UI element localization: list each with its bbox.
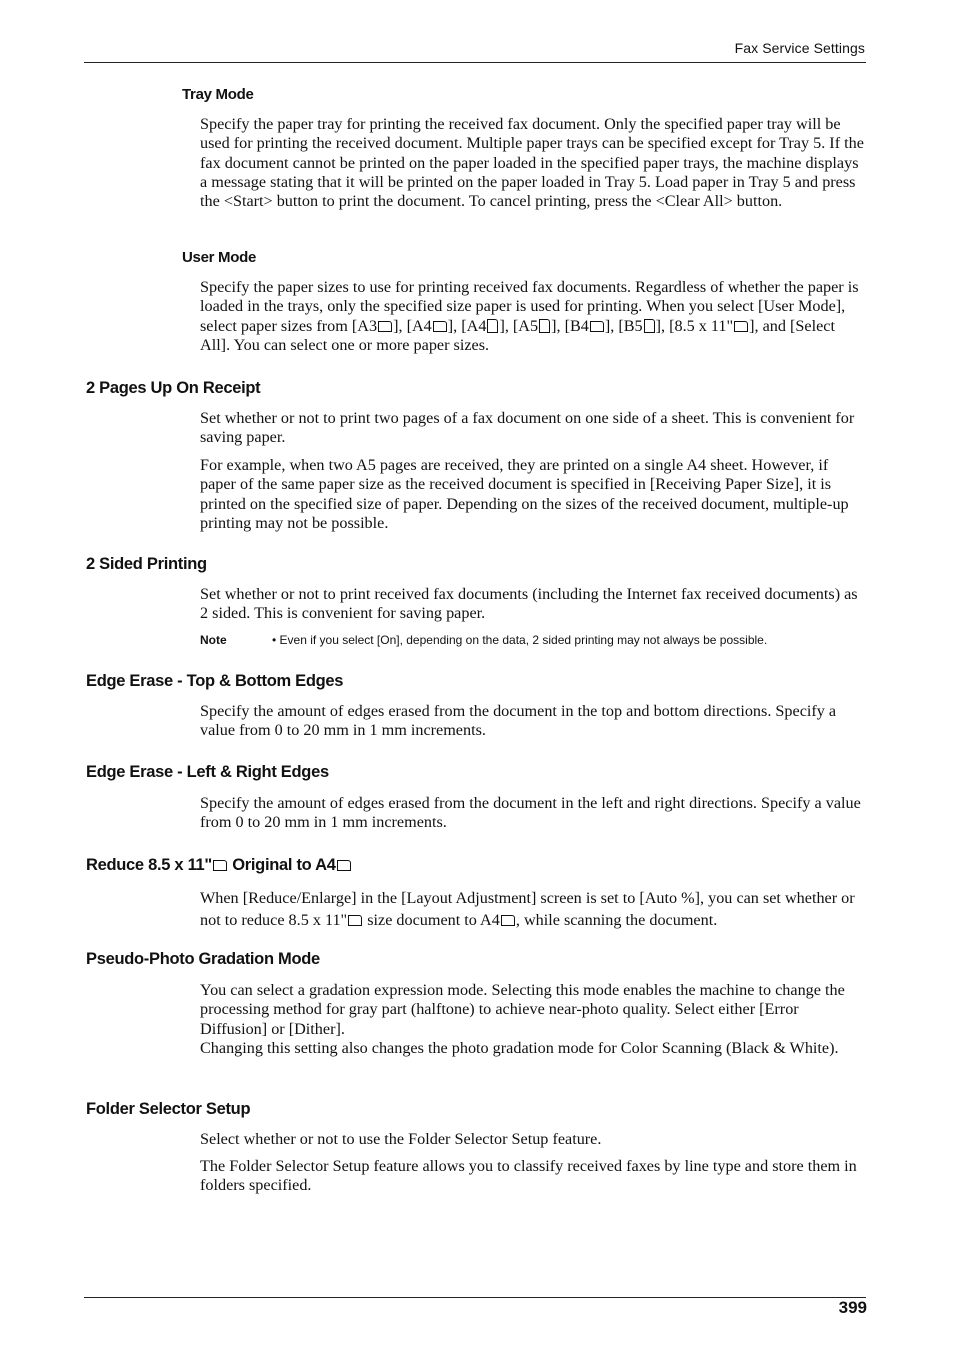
- pseudo-photo-text-2: Changing this setting also changes the photo gradation mode for Color Scanning (Black & White).: [200, 1039, 839, 1057]
- heading-2-sided-printing: 2 Sided Printing: [86, 555, 207, 573]
- heading-user-mode: User Mode: [182, 249, 256, 266]
- landscape-orientation-icon: [337, 860, 351, 871]
- heading-edge-erase-left-right: Edge Erase - Left & Right Edges: [86, 763, 329, 781]
- landscape-orientation-icon: [348, 915, 362, 926]
- portrait-orientation-icon: [539, 319, 550, 333]
- landscape-orientation-icon: [213, 860, 227, 871]
- portrait-orientation-icon: [644, 319, 655, 333]
- heading-folder-selector: Folder Selector Setup: [86, 1100, 251, 1118]
- heading-pseudo-photo: Pseudo-Photo Gradation Mode: [86, 950, 320, 968]
- two-pages-up-text-1: Set whether or not to print two pages of a fax document on one side of a sheet. This is convenient for saving paper.: [200, 409, 855, 447]
- edge-erase-left-right-text: Specify the amount of edges erased from the document in the left and right directions. Specify a value from 0 to 20 mm in 1 mm increments.: [200, 794, 861, 832]
- note-text: • Even if you select [On], depending on the data, 2 sided printing may not always be possible.: [272, 633, 768, 647]
- tray-mode-text: Specify the paper tray for printing the received fax document. Only the specified paper tray will be used for printing the received document. Multiple paper trays can be specified except for Tray 5. If the fax document cannot be printed on the paper loaded in the specified paper trays, the machine displays a message stating that it will be printed on the paper loaded in Tray 5. Load paper in Tray 5 and press the <Start> button to print the document. To cancel printing, press the <Clear All> button.: [200, 115, 864, 211]
- landscape-orientation-icon: [433, 321, 447, 332]
- reduce-original-text: When [Reduce/Enlarge] in the [Layout Adjustment] screen is set to [Auto %], you can set whether or not to reduce 8.5 x 11" size document to A4 , while scanning the document.: [200, 889, 855, 929]
- user-mode-text: Specify the paper sizes to use for printing received fax documents. Regardless of whether the paper is loaded in the trays, only the specified size paper is used for printing. When you select [User Mode], select paper sizes from [A3 ], [A4 ], [A4 ], [A5 ], [B4 ], [B5 ], [8.5 x 11" ], and [Select All]. You can select one or more paper sizes.: [200, 278, 859, 354]
- heading-edge-erase-top-bottom: Edge Erase - Top & Bottom Edges: [86, 672, 344, 690]
- folder-selector-text-2: The Folder Selector Setup feature allows you to classify received faxes by line type and store them in folders specified.: [200, 1157, 857, 1195]
- note-label: Note: [200, 633, 227, 647]
- landscape-orientation-icon: [590, 321, 604, 332]
- heading-tray-mode: Tray Mode: [182, 86, 254, 103]
- portrait-orientation-icon: [487, 319, 498, 333]
- edge-erase-top-bottom-text: Specify the amount of edges erased from the document in the top and bottom directions. Specify a value from 0 to 20 mm in 1 mm increments.: [200, 702, 837, 740]
- header-rule: [84, 62, 866, 63]
- page-number: 399: [838, 1298, 867, 1317]
- landscape-orientation-icon: [378, 321, 392, 332]
- footer-rule: [84, 1297, 866, 1298]
- two-sided-text: Set whether or not to print received fax documents (including the Internet fax received documents) as 2 sided. This is convenient for saving paper.: [200, 585, 858, 623]
- two-pages-up-text-2: For example, when two A5 pages are received, they are printed on a single A4 sheet. However, if paper of the same paper size as the received document is specified in [Receiving Paper Size], it is printed on the specified size of paper. Depending on the sizes of the received document, multiple-up printing may not be possible.: [200, 456, 849, 532]
- pseudo-photo-text-1: You can select a gradation expression mode. Selecting this mode enables the machine to change the processing method for gray part (halftone) to achieve near-photo quality. Select either [Error Diffusion] or [Dither].: [200, 981, 845, 1038]
- landscape-orientation-icon: [501, 915, 515, 926]
- landscape-orientation-icon: [734, 321, 748, 332]
- heading-2-pages-up: 2 Pages Up On Receipt: [86, 379, 261, 397]
- folder-selector-text-1: Select whether or not to use the Folder Selector Setup feature.: [200, 1130, 602, 1148]
- heading-reduce-original: Reduce 8.5 x 11" Original to A4: [86, 856, 352, 875]
- running-header: Fax Service Settings: [734, 40, 865, 56]
